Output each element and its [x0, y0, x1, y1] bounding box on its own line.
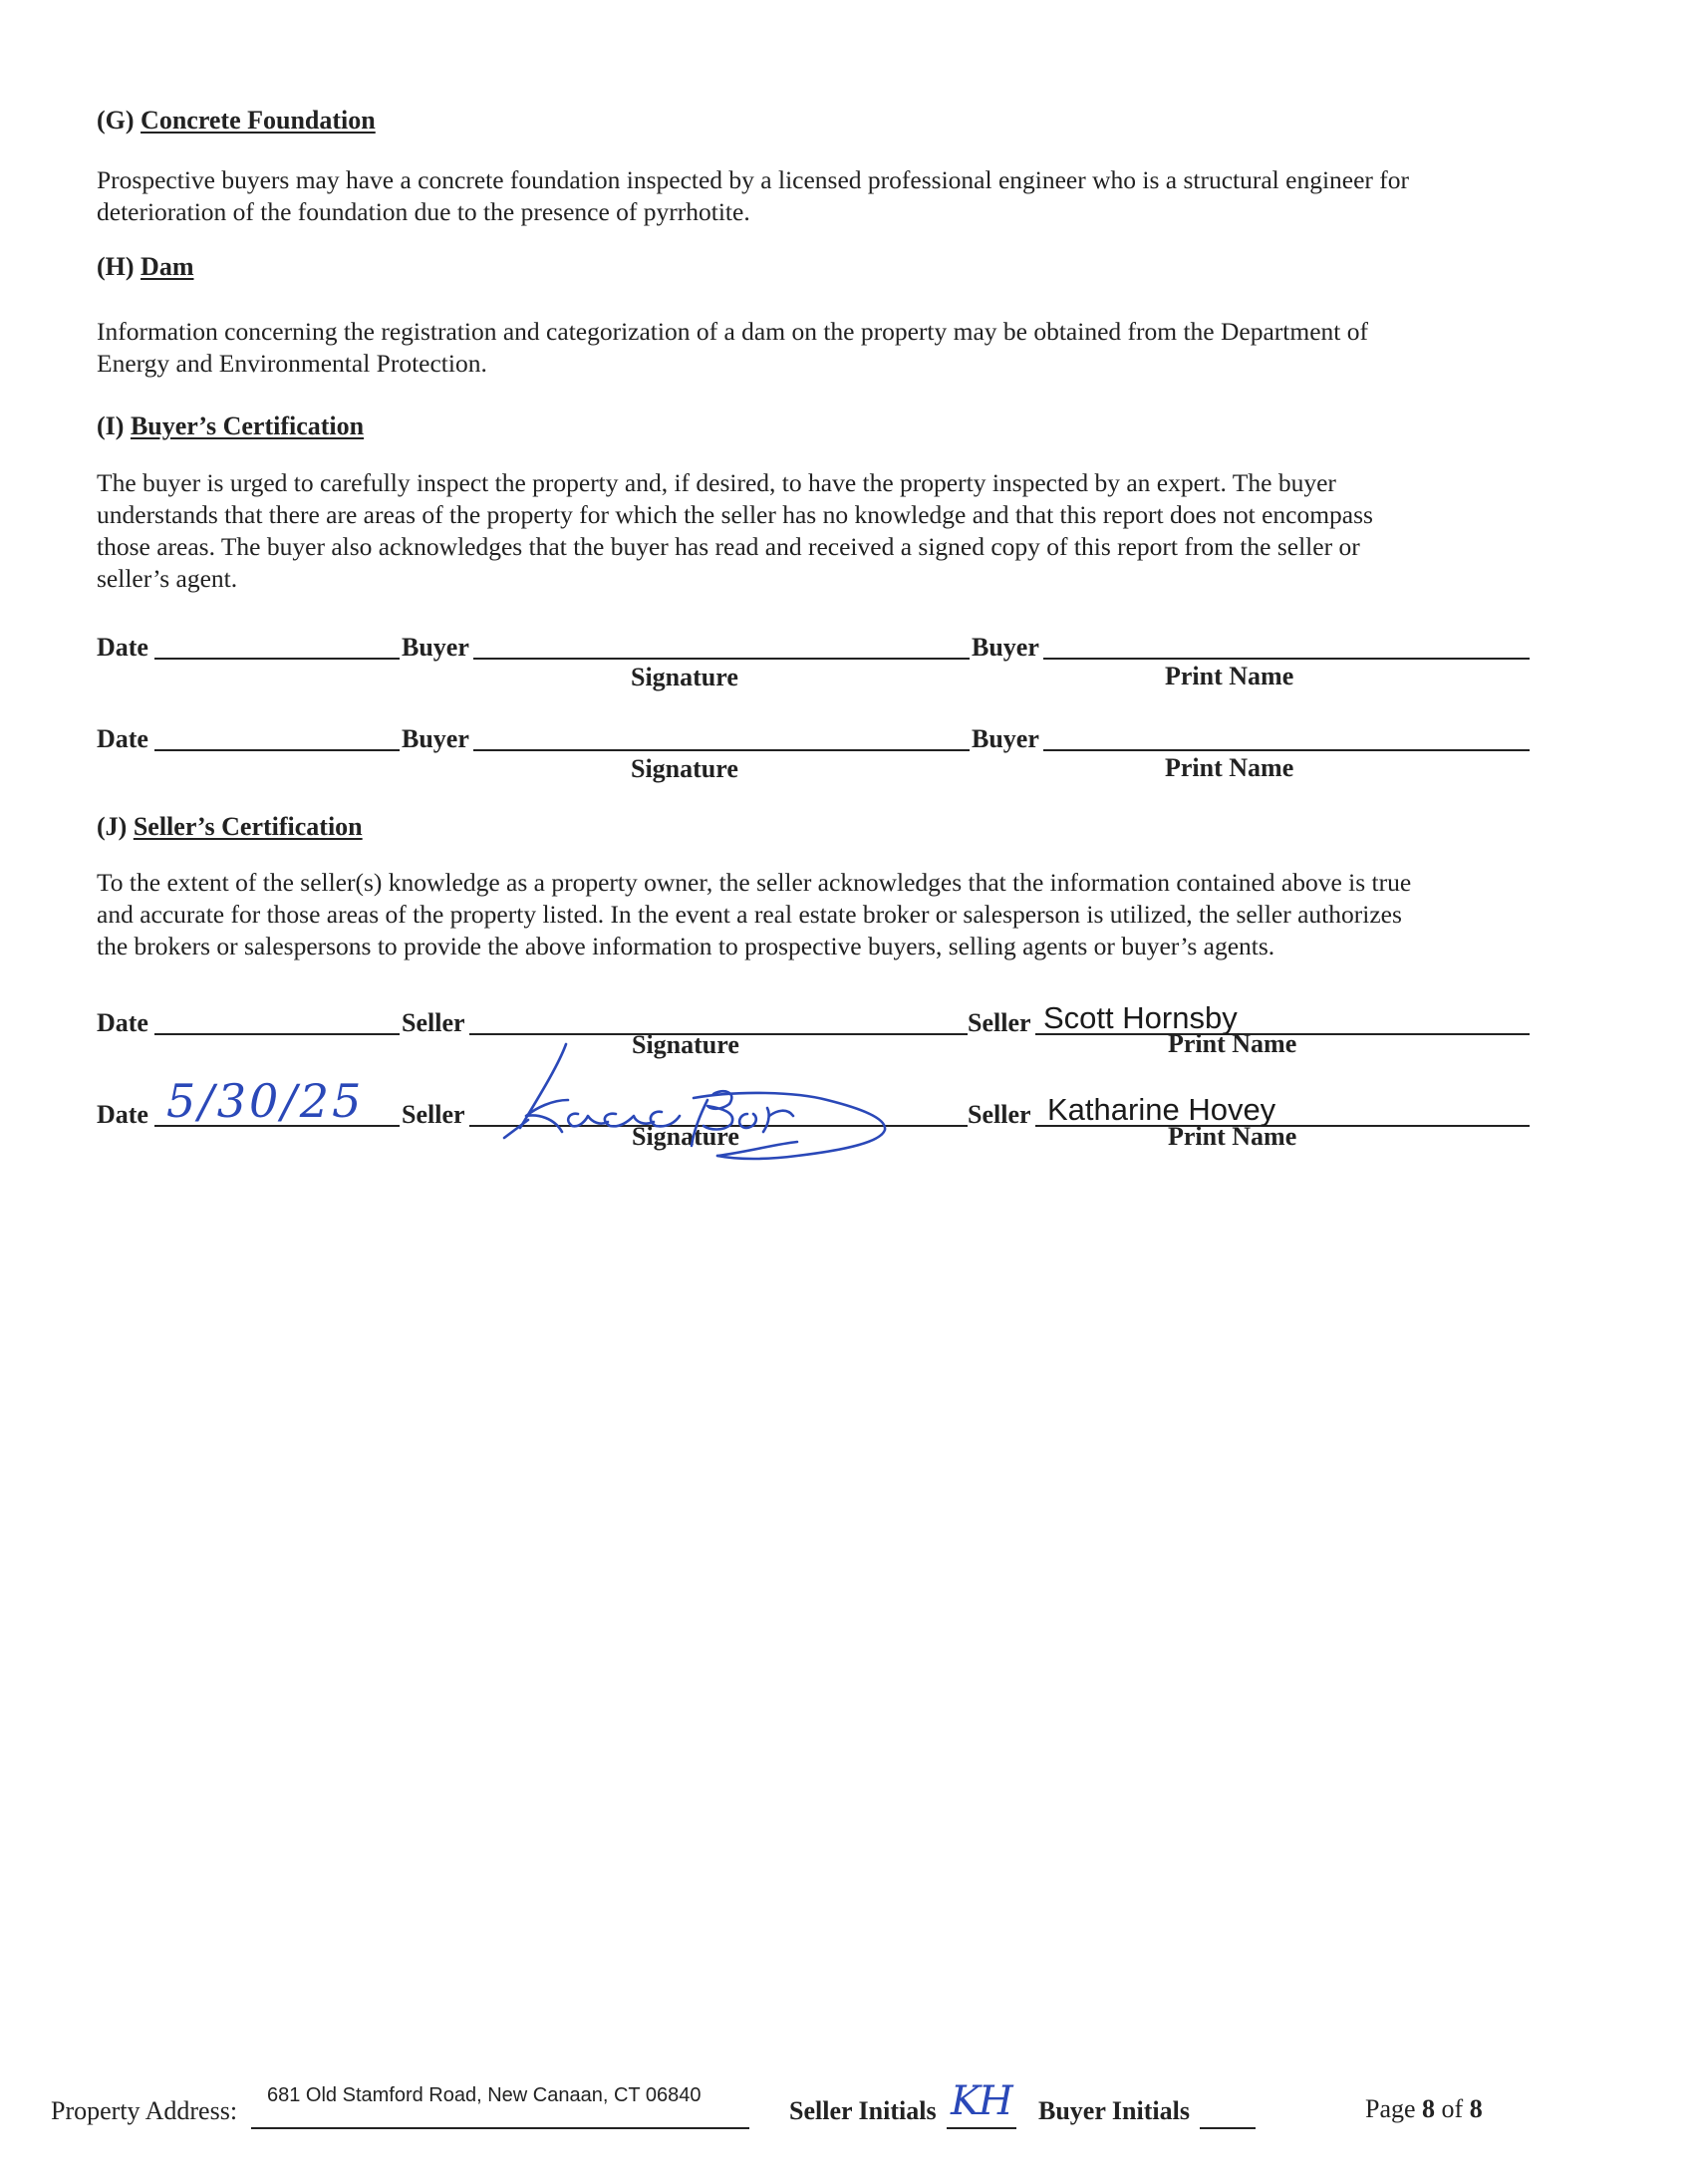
section-g-letter: (G): [97, 106, 135, 135]
text-line: and accurate for those areas of the property listed. In the event a real estate broker or salesperson is utilized, the seller authorizes: [97, 900, 1402, 929]
signature-caption: Signature: [631, 663, 738, 691]
seller-label: Seller: [402, 1008, 465, 1037]
page-current: 8: [1422, 2094, 1436, 2123]
section-j-title: Seller’s Certification: [133, 812, 363, 841]
section-g-title: Concrete Foundation: [141, 106, 376, 135]
buyer-initials-field[interactable]: [1200, 2127, 1256, 2129]
seller1-print-name-value: Scott Hornsby: [1043, 1000, 1238, 1035]
section-i-letter: (I): [97, 411, 125, 440]
page-total: 8: [1469, 2094, 1483, 2123]
page-prefix: Page: [1365, 2094, 1416, 2123]
section-j-letter: (J): [97, 812, 128, 841]
text-line: Prospective buyers may have a concrete foundation inspected by a licensed professional engineer who is a structural engineer for: [97, 165, 1410, 194]
buyer-label: Buyer: [972, 724, 1039, 753]
buyer1-print-name-field[interactable]: [1043, 658, 1530, 660]
buyer-label: Buyer: [402, 633, 469, 662]
page-of: of: [1441, 2094, 1464, 2123]
seller-signature-row-1: [97, 998, 1532, 1038]
section-h-heading: [97, 252, 193, 282]
print-name-caption: Print Name: [1168, 1122, 1297, 1151]
signature-caption: Signature: [632, 1030, 739, 1059]
page-number: [1365, 2094, 1483, 2124]
seller-label: Seller: [402, 1100, 465, 1129]
buyer1-date-field[interactable]: [154, 658, 400, 660]
seller2-print-name-value: Katharine Hovey: [1047, 1092, 1276, 1127]
text-line: the brokers or salespersons to provide the above information to prospective buyers, selling agents or buyer’s agents.: [97, 932, 1275, 960]
property-address-field[interactable]: [251, 2127, 749, 2129]
seller-initials-value: KH: [951, 2078, 1011, 2124]
buyer2-print-name-field[interactable]: [1043, 749, 1530, 751]
page-footer: [0, 2072, 1692, 2152]
text-line: deterioration of the foundation due to the presence of pyrrhotite.: [97, 197, 750, 226]
signature-caption: Signature: [632, 1122, 739, 1151]
section-i-heading: [97, 411, 364, 441]
section-i-text: [97, 467, 1542, 595]
print-name-caption: Print Name: [1165, 753, 1294, 782]
seller-handwritten-signature: [468, 1036, 897, 1166]
buyer-label: Buyer: [402, 724, 469, 753]
buyer2-signature-field[interactable]: [473, 749, 970, 751]
property-address-label: Property Address:: [51, 2096, 238, 2125]
text-line: understands that there are areas of the property for which the seller has no knowledge and that this report does not encompass: [97, 500, 1373, 529]
seller1-date-field[interactable]: [154, 1033, 400, 1035]
section-j-heading: [97, 812, 363, 842]
buyer-signature-row-2: [97, 714, 1532, 754]
section-j-text: [97, 867, 1542, 962]
date-label: Date: [97, 1008, 148, 1037]
text-line: The buyer is urged to carefully inspect the property and, if desired, to have the property inspected by an expert. The buyer: [97, 468, 1336, 497]
seller-initials-label: Seller Initials: [789, 2096, 937, 2125]
text-line: Energy and Environmental Protection.: [97, 349, 487, 378]
text-line: To the extent of the seller(s) knowledge as a property owner, the seller acknowledges that the information contained above is true: [97, 868, 1412, 897]
seller-label: Seller: [968, 1008, 1031, 1037]
date-label: Date: [97, 724, 148, 753]
section-h-letter: (H): [97, 252, 135, 281]
text-line: those areas. The buyer also acknowledges that the buyer has read and received a signed copy of this report from the seller or: [97, 532, 1360, 561]
section-g-heading: [97, 106, 376, 136]
buyer-label: Buyer: [972, 633, 1039, 662]
section-g-text: [97, 164, 1542, 228]
date-label: Date: [97, 1100, 148, 1129]
buyer2-date-field[interactable]: [154, 749, 400, 751]
signature-caption: Signature: [631, 754, 738, 783]
seller2-date-value: 5/30/25: [166, 1074, 365, 1128]
section-i-title: Buyer’s Certification: [130, 411, 365, 440]
buyer-initials-label: Buyer Initials: [1038, 2096, 1190, 2125]
date-label: Date: [97, 633, 148, 662]
seller-label: Seller: [968, 1100, 1031, 1129]
text-line: seller’s agent.: [97, 564, 238, 593]
print-name-caption: Print Name: [1168, 1029, 1297, 1058]
section-h-title: Dam: [141, 252, 194, 281]
text-line: Information concerning the registration and categorization of a dam on the property may be obtained from the Department of: [97, 317, 1368, 346]
print-name-caption: Print Name: [1165, 662, 1294, 690]
property-address-value: 681 Old Stamford Road, New Canaan, CT 06840: [267, 2084, 702, 2106]
section-h-text: [97, 316, 1542, 380]
buyer-signature-row-1: [97, 623, 1532, 663]
buyer1-signature-field[interactable]: [473, 658, 970, 660]
seller-initials-field[interactable]: [947, 2127, 1016, 2129]
